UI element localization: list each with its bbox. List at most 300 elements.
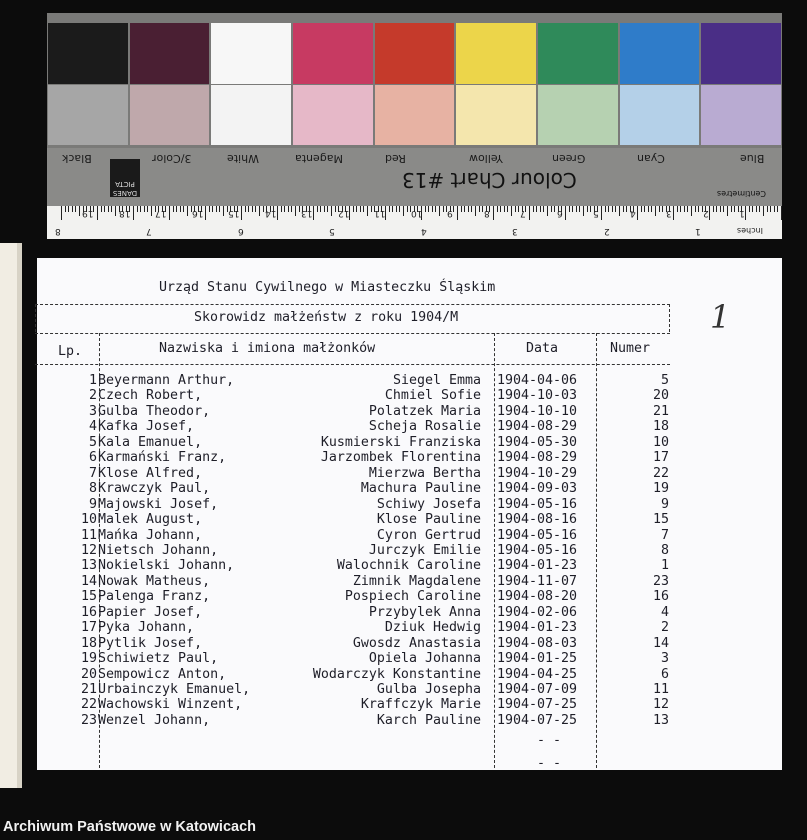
cm-number: 13 [301, 208, 313, 218]
row-date: 1904-08-03 [497, 635, 578, 651]
row-wife: Walochnik Caroline [336, 558, 481, 574]
cm-number: 12 [337, 208, 349, 218]
ruler-tick [781, 206, 782, 220]
ruler-tick [432, 206, 433, 212]
title-box-right [669, 304, 670, 332]
row-date: 1904-04-25 [497, 666, 578, 682]
ruler-tick [187, 206, 188, 216]
row-wife: Kusmierski Franziska [320, 434, 481, 450]
ruler-tick [623, 206, 624, 212]
ruler-tick [291, 206, 292, 212]
row-lp: 5 [88, 434, 97, 450]
row-wife: Polatzek Maria [368, 403, 481, 419]
row-lp: 4 [88, 419, 97, 435]
ruler-tick [572, 206, 573, 212]
danes-picta-logo [110, 159, 140, 197]
swatch-top-4 [375, 23, 455, 84]
row-date: 1904-07-25 [497, 697, 578, 713]
centimetres-label: Centimetres [717, 189, 766, 198]
row-lp: 1 [88, 373, 97, 388]
row-number: 14 [652, 635, 669, 651]
trailing-dash-2: - - [537, 756, 562, 771]
row-wife: Dziuk Hedwig [384, 620, 481, 636]
ruler-tick [389, 206, 390, 212]
trailing-dash-1: - - [537, 733, 562, 748]
row-wife: Cyron Gertrud [376, 527, 481, 543]
cm-number: 8 [483, 208, 490, 218]
row-wife: Kraffczyk Marie [360, 697, 481, 713]
ruler-tick [515, 206, 516, 212]
swatch-top-1 [130, 23, 210, 84]
ruler-tick [327, 206, 328, 212]
row-date: 1904-02-06 [497, 604, 578, 620]
cm-number: 11 [374, 208, 386, 218]
table-row [0, 697, 807, 712]
row-wife: Jurczyk Emilie [368, 542, 481, 558]
table-row [0, 435, 807, 450]
ruler-tick [439, 206, 440, 216]
row-date: 1904-08-16 [497, 512, 578, 528]
row-date: 1904-05-16 [497, 542, 578, 558]
ruler-tick [587, 206, 588, 212]
colour-label-3-color: 3/Color [152, 152, 192, 165]
row-lp: 15 [80, 589, 97, 605]
ruler-tick [245, 206, 246, 212]
ruler-tick [461, 206, 462, 212]
inch-number: 6 [237, 226, 244, 236]
ruler-tick [659, 206, 660, 212]
header-names: Nazwiska i imiona małżonków [159, 341, 376, 356]
ruler-tick [453, 206, 454, 212]
ruler-tick [443, 206, 444, 212]
cm-number: 1 [739, 208, 745, 218]
row-wife: Chmiel Sofie [384, 388, 481, 404]
table-row [0, 497, 807, 512]
row-number: 15 [652, 512, 669, 528]
ruler-tick [259, 206, 260, 216]
ruler-tick [655, 206, 656, 216]
ruler-tick [774, 206, 775, 212]
row-number: 2 [660, 620, 669, 636]
row-lp: 21 [80, 682, 97, 697]
ruler-tick [709, 206, 710, 220]
row-husband: Gulba Theodor, [98, 403, 211, 419]
row-number: 12 [652, 697, 669, 713]
row-wife: Pospiech Caroline [344, 589, 481, 605]
cm-number: 7 [520, 208, 526, 218]
table-row [0, 512, 807, 527]
ruler-tick [137, 206, 138, 212]
ruler-tick [673, 206, 674, 220]
table-row [0, 558, 807, 573]
ruler-tick [353, 206, 354, 212]
swatch-bottom-2 [211, 85, 291, 145]
cm-number: 17 [155, 208, 167, 218]
row-date: 1904-08-29 [497, 450, 578, 466]
ruler-tick [547, 206, 548, 216]
ruler-tick [691, 206, 692, 216]
ruler-tick [767, 206, 768, 212]
cm-number: 19 [82, 208, 94, 218]
ruler-tick [173, 206, 174, 212]
row-husband: Nokielski Johann, [98, 558, 235, 574]
header-bottom-rule [35, 364, 670, 365]
row-lp: 14 [80, 573, 97, 589]
row-lp: 16 [80, 604, 97, 620]
ruler-tick [608, 206, 609, 212]
row-date: 1904-10-10 [497, 403, 578, 419]
ruler-tick [493, 206, 494, 220]
ruler-tick [72, 206, 73, 212]
ruler-tick [299, 206, 300, 212]
ruler-tick [144, 206, 145, 212]
header-number: Numer [610, 341, 651, 356]
swatch-bottom-0 [48, 85, 128, 145]
ruler-tick [479, 206, 480, 212]
row-husband: Pyka Johann, [98, 620, 195, 636]
ruler-tick [407, 206, 408, 212]
ruler-tick [399, 206, 400, 212]
row-date: 1904-08-29 [497, 419, 578, 435]
ruler-tick [277, 206, 278, 220]
ruler-tick [93, 206, 94, 212]
cm-number: 16 [191, 208, 203, 218]
row-wife: Mierzwa Bertha [368, 465, 481, 481]
row-husband: Kafka Josef, [98, 419, 195, 435]
ruler-tick [637, 206, 638, 220]
top-rule [35, 304, 670, 305]
ruler-tick [284, 206, 285, 212]
ruler-tick [644, 206, 645, 212]
swatch-top-7 [620, 23, 700, 84]
row-lp: 11 [80, 527, 97, 543]
row-date: 1904-07-25 [497, 712, 578, 728]
cm-number: 4 [629, 208, 636, 218]
ruler-tick [61, 206, 62, 220]
ruler-tick [569, 206, 570, 212]
row-number: 11 [652, 682, 669, 697]
table-row [0, 636, 807, 651]
row-husband: Nietsch Johann, [98, 542, 219, 558]
inch-number: 7 [146, 226, 152, 236]
row-wife: Jarzombek Florentina [320, 450, 481, 466]
row-husband: Malek August, [98, 512, 203, 528]
ruler-tick [536, 206, 537, 212]
inch-number: 4 [420, 226, 427, 236]
ruler-tick [540, 206, 541, 212]
table-row [0, 481, 807, 496]
table-row [0, 651, 807, 666]
row-number: 3 [660, 651, 669, 667]
row-date: 1904-05-30 [497, 434, 578, 450]
ruler-tick [507, 206, 508, 212]
ruler-tick [749, 206, 750, 212]
row-wife: Siegel Emma [392, 373, 481, 388]
row-husband: Krawczyk Paul, [98, 481, 211, 497]
ruler-tick [698, 206, 699, 212]
ruler-tick [723, 206, 724, 212]
colour-label-red: Red [385, 152, 406, 165]
ruler-tick [79, 206, 80, 216]
swatch-top-8 [701, 23, 781, 84]
row-husband: Urbainczyk Emanuel, [98, 682, 251, 697]
table-row [0, 419, 807, 434]
ruler-tick [777, 206, 778, 212]
row-lp: 13 [80, 558, 97, 574]
header-date: Data [526, 341, 559, 356]
row-number: 10 [652, 434, 669, 450]
ruler-tick [288, 206, 289, 212]
row-lp: 3 [88, 403, 97, 419]
ruler-tick [759, 206, 760, 212]
ruler-tick [727, 206, 728, 216]
ruler-tick [97, 206, 98, 220]
ruler-tick [500, 206, 501, 212]
ruler-tick [101, 206, 102, 212]
ruler-tick [363, 206, 364, 212]
row-number: 1 [660, 558, 669, 574]
row-number: 17 [652, 450, 669, 466]
cm-number: 15 [228, 208, 240, 218]
ruler-tick [662, 206, 663, 212]
row-husband: Czech Robert, [98, 388, 203, 404]
ruler-tick [209, 206, 210, 212]
ruler-tick [533, 206, 534, 212]
inches-label: Inches [737, 226, 763, 235]
ruler-tick [511, 206, 512, 216]
row-lp: 22 [80, 697, 97, 713]
row-date: 1904-10-03 [497, 388, 578, 404]
colour-label-black: Black [62, 152, 92, 165]
row-date: 1904-10-29 [497, 465, 578, 481]
ruler-tick [425, 206, 426, 212]
cm-number: 5 [593, 208, 599, 218]
ruler-tick [734, 206, 735, 212]
ruler-tick [651, 206, 652, 212]
ruler-tick [713, 206, 714, 212]
cm-number: 9 [447, 208, 453, 218]
row-number: 18 [652, 419, 669, 435]
row-wife: Gwosdz Anastasia [352, 635, 481, 651]
row-lp: 18 [80, 635, 97, 651]
ruler-tick [403, 206, 404, 216]
row-lp: 20 [80, 666, 97, 682]
footer-bar [0, 805, 807, 840]
ruler-tick [497, 206, 498, 212]
ruler-tick [770, 206, 771, 212]
cm-number: 3 [666, 208, 672, 218]
cm-number: 6 [556, 208, 563, 218]
ruler-tick [457, 206, 458, 220]
swatch-top-5 [456, 23, 536, 84]
ruler-tick [464, 206, 465, 212]
row-number: 19 [652, 481, 669, 497]
ruler-tick [468, 206, 469, 212]
inch-number: 2 [603, 226, 610, 236]
row-wife: Scheja Rosalie [368, 419, 481, 435]
row-number: 16 [652, 589, 669, 605]
table-row [0, 466, 807, 481]
ruler-tick [626, 206, 627, 212]
ruler-tick [104, 206, 105, 212]
colour-label-blue: Blue [740, 152, 765, 165]
inch-number: 3 [512, 226, 518, 236]
ruler-tick [356, 206, 357, 212]
ruler-tick [241, 206, 242, 220]
ruler-tick [680, 206, 681, 212]
row-number: 7 [660, 527, 669, 543]
ruler-tick [183, 206, 184, 212]
ruler-tick [335, 206, 336, 212]
row-husband: Nowak Matheus, [98, 573, 211, 589]
row-number: 4 [660, 604, 669, 620]
ruler-tick [140, 206, 141, 212]
ruler-tick [605, 206, 606, 212]
ruler-tick [75, 206, 76, 212]
ruler-tick [619, 206, 620, 216]
swatch-top-3 [293, 23, 373, 84]
table-row [0, 528, 807, 543]
swatch-top-2 [211, 23, 291, 84]
inch-number: 1 [695, 226, 701, 236]
ruler-tick [367, 206, 368, 216]
row-number: 6 [660, 666, 669, 682]
ruler-tick [223, 206, 224, 216]
header-lp: Lp. [58, 344, 83, 359]
ruler-tick [169, 206, 170, 220]
ruler-tick [615, 206, 616, 212]
ruler-tick [396, 206, 397, 212]
ruler-tick [695, 206, 696, 212]
ruler-tick [601, 206, 602, 220]
archive-name: Archiwum Państwowe w Katowicach [3, 819, 256, 835]
ruler-tick [147, 206, 148, 212]
ruler-tick [504, 206, 505, 212]
swatch-bottom-8 [701, 85, 781, 145]
ruler-tick [281, 206, 282, 212]
row-husband: Palenga Franz, [98, 589, 211, 605]
table-row [0, 373, 807, 388]
ruler-tick [648, 206, 649, 212]
row-wife: Opiela Johanna [368, 651, 481, 667]
ruler-tick [205, 206, 206, 220]
ruler-tick [176, 206, 177, 212]
ruler-tick [684, 206, 685, 212]
colour-label-green: Green [552, 152, 586, 165]
row-lp: 23 [80, 712, 97, 728]
ruler-tick [590, 206, 591, 212]
row-number: 20 [652, 388, 669, 404]
row-wife: Zimnik Magdalene [352, 573, 481, 589]
swatch-bottom-1 [130, 85, 210, 145]
row-husband: Kala Emanuel, [98, 434, 203, 450]
row-wife: Schiwy Josefa [376, 496, 481, 512]
row-wife: Karch Pauline [376, 712, 481, 728]
ruler-tick [371, 206, 372, 212]
ruler-tick [529, 206, 530, 220]
ruler-tick [212, 206, 213, 212]
ruler-tick [115, 206, 116, 216]
ruler-tick [641, 206, 642, 212]
ruler-tick [554, 206, 555, 212]
register-title: Skorowidz małżeństw z roku 1904/M [194, 310, 459, 325]
ruler-tick [313, 206, 314, 220]
header-top-rule [35, 333, 670, 334]
inch-number: 8 [54, 226, 61, 236]
row-number: 13 [652, 712, 669, 728]
logo-text: DANES PICTA [112, 180, 138, 197]
ruler-tick [216, 206, 217, 212]
row-wife: Machura Pauline [360, 481, 481, 497]
row-number: 21 [652, 403, 669, 419]
row-wife: Wodarczyk Konstantine [312, 666, 481, 682]
colour-label-cyan: Cyan [637, 152, 665, 165]
swatch-top-0 [48, 23, 128, 84]
ruler-tick [687, 206, 688, 212]
cm-number: 18 [118, 208, 130, 218]
ruler-tick [677, 206, 678, 212]
colour-label-white: White [227, 152, 259, 165]
colour-label-magenta: Magenta [295, 152, 344, 165]
row-date: 1904-11-07 [497, 573, 578, 589]
row-date: 1904-04-06 [497, 373, 578, 388]
table-row [0, 589, 807, 604]
ruler-tick [731, 206, 732, 212]
row-husband: Pytlik Josef, [98, 635, 203, 651]
ruler-tick [252, 206, 253, 212]
ruler-tick [320, 206, 321, 212]
row-husband: Papier Josef, [98, 604, 203, 620]
ruler-tick [324, 206, 325, 212]
ruler-tick [248, 206, 249, 212]
ruler-tick [576, 206, 577, 212]
row-husband: Beyermann Arthur, [98, 373, 235, 388]
ruler-tick [752, 206, 753, 212]
row-husband: Mańka Johann, [98, 527, 203, 543]
ruler-tick [583, 206, 584, 216]
row-lp: 8 [88, 481, 97, 497]
ruler-tick [716, 206, 717, 212]
row-husband: Sempowicz Anton, [98, 666, 227, 682]
ruler-tick [551, 206, 552, 212]
row-wife: Klose Pauline [376, 512, 481, 528]
ruler-tick [108, 206, 109, 212]
table-row [0, 667, 807, 682]
cm-number: 2 [702, 208, 709, 218]
row-date: 1904-07-09 [497, 682, 578, 697]
ruler-tick [360, 206, 361, 212]
row-husband: Wachowski Winzent, [98, 697, 243, 713]
ruler-tick [763, 206, 764, 216]
ruler-tick [392, 206, 393, 212]
ruler-tick [756, 206, 757, 212]
table-row [0, 682, 807, 697]
row-number: 23 [652, 573, 669, 589]
ruler-tick [180, 206, 181, 212]
row-wife: Przybylek Anna [368, 604, 481, 620]
colour-chart [47, 13, 782, 239]
row-husband: Wenzel Johann, [98, 712, 211, 728]
colour-label-yellow: Yellow [469, 152, 503, 165]
ruler-tick [331, 206, 332, 216]
row-lp: 9 [88, 496, 97, 512]
row-husband: Klose Alfred, [98, 465, 203, 481]
row-date: 1904-05-16 [497, 527, 578, 543]
ruler-tick [720, 206, 721, 212]
row-date: 1904-05-16 [497, 496, 578, 512]
ruler-tick [65, 206, 66, 212]
row-date: 1904-01-25 [497, 651, 578, 667]
